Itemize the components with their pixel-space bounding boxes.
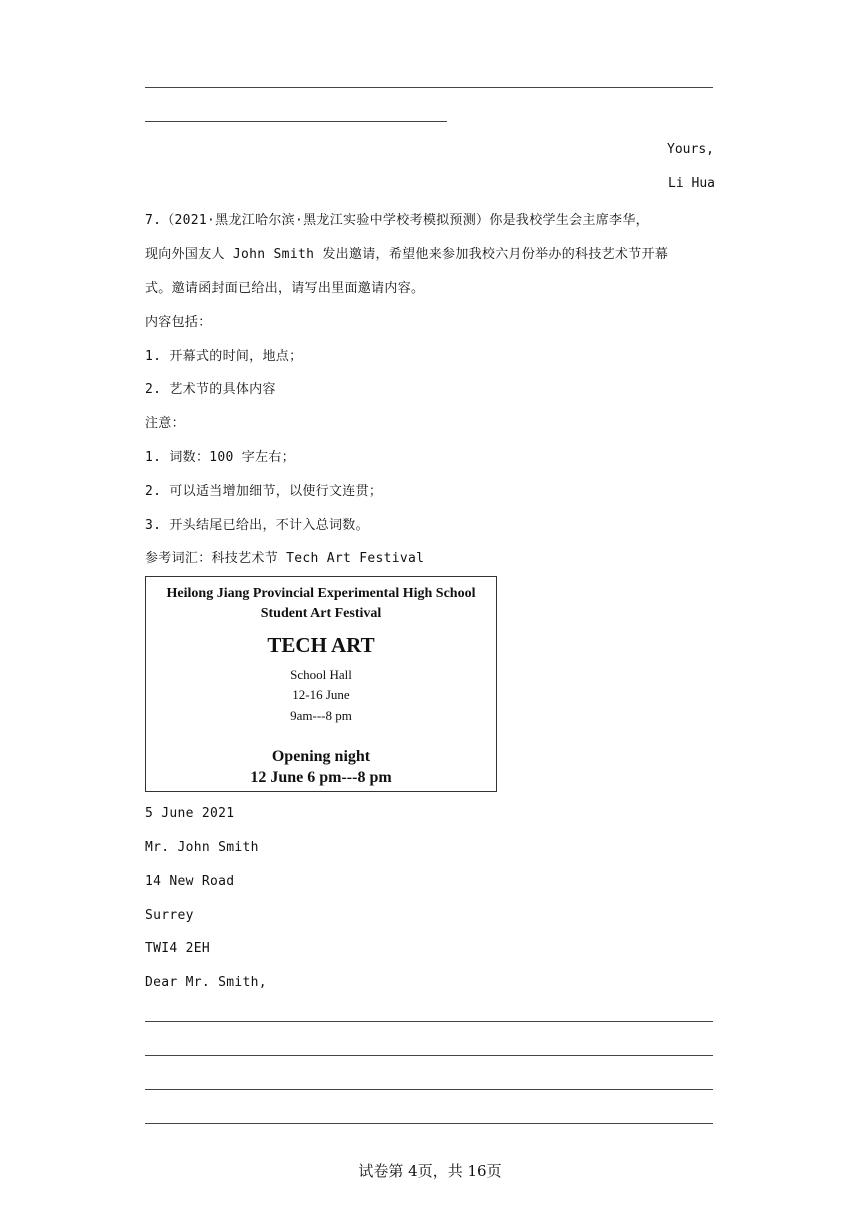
invitation-card bbox=[145, 576, 497, 792]
card-opening-label: Opening night bbox=[271, 748, 371, 765]
letter-salutation: Dear Mr. Smith, bbox=[145, 975, 267, 990]
card-opening-time: 12 June 6 pm---8 pm bbox=[250, 769, 392, 786]
letter-address-line: Surrey bbox=[145, 908, 194, 923]
question-line: 7.（2021·黑龙江哈尔滨·黑龙江实验中学校考模拟预测）你是我校学生会主席李华， bbox=[145, 213, 649, 228]
closing-sign-off: Yours, bbox=[667, 142, 714, 157]
vocab-reference: 参考词汇：科技艺术节 Tech Art Festival bbox=[145, 551, 425, 566]
letter-recipient: Mr. John Smith bbox=[145, 840, 259, 855]
closing-name: Li Hua bbox=[668, 176, 715, 191]
content-item: 2. 艺术节的具体内容 bbox=[145, 382, 276, 397]
question-line: 式。邀请函封面已给出，请写出里面邀请内容。 bbox=[145, 281, 425, 296]
answer-line bbox=[145, 1089, 713, 1090]
answer-line bbox=[145, 1123, 713, 1124]
answer-line bbox=[145, 1055, 713, 1056]
question-line: 现向外国友人 John Smith 发出邀请，希望他来参加我校六月份举办的科技艺术节开幕 bbox=[145, 247, 669, 262]
card-headline: TECH ART bbox=[267, 633, 375, 657]
page-number: 试卷第 4页，共 16页 bbox=[358, 1162, 502, 1180]
card-dates: 12-16 June bbox=[292, 687, 350, 702]
card-event-name: Student Art Festival bbox=[260, 606, 382, 621]
letter-postcode: TWI4 2EH bbox=[145, 941, 211, 956]
notes-heading: 注意： bbox=[145, 416, 185, 431]
content-heading: 内容包括： bbox=[145, 315, 212, 330]
card-hours: 9am---8 pm bbox=[290, 708, 352, 723]
card-venue: School Hall bbox=[290, 667, 352, 682]
answer-line bbox=[145, 121, 447, 122]
answer-line bbox=[145, 1021, 713, 1022]
letter-date: 5 June 2021 bbox=[145, 806, 235, 821]
letter-address-line: 14 New Road bbox=[145, 874, 235, 889]
note-item: 1. 词数：100 字左右； bbox=[145, 450, 295, 465]
answer-line bbox=[145, 87, 713, 88]
note-item: 3. 开头结尾已给出，不计入总词数。 bbox=[145, 518, 369, 533]
content-item: 1. 开幕式的时间，地点； bbox=[145, 349, 303, 364]
note-item: 2. 可以适当增加细节，以使行文连贯； bbox=[145, 484, 383, 499]
card-school-name: Heilong Jiang Provincial Experimental High School bbox=[166, 586, 476, 601]
